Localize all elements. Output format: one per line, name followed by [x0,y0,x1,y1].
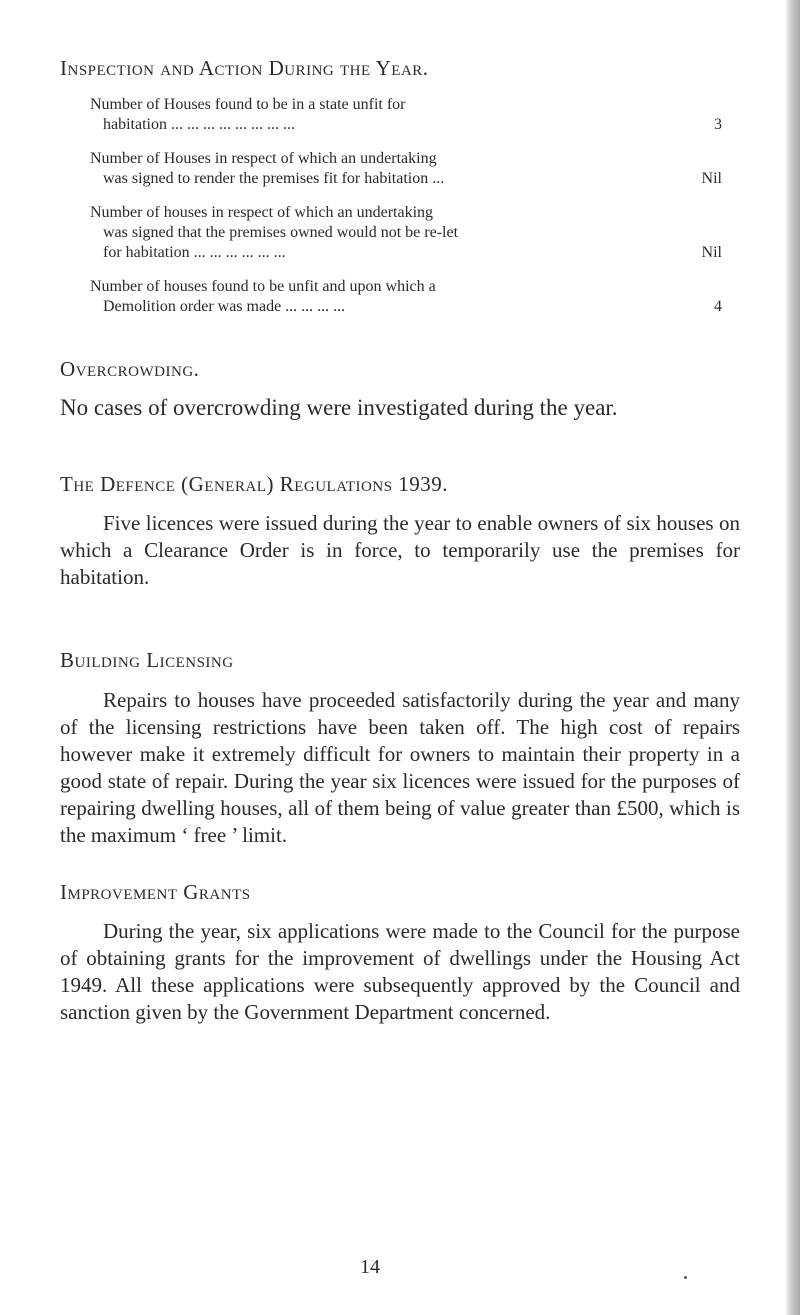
row-text-line: Number of Houses found to be in a state unfit for [90,96,406,113]
table-row [90,95,722,135]
houses-statistics-table [90,95,722,331]
paragraph-improvement-grants: During the year, six applications were made to the Council for the purpose of obtaining grants for the improvement of dwellings under the Housing Act 1949. All these applications were subsequently approved by the Council and sanction given by the Government Department concerned. [60,919,740,1024]
section-heading-building-licensing: Building Licensing [60,648,234,672]
row-text-line: Number of houses in respect of which an undertaking [90,204,434,221]
page-edge-shadow [786,0,800,1315]
row-value: Nil [701,244,722,261]
section-heading-improvement-grants: Improvement Grants [60,880,251,904]
table-row [90,203,722,263]
row-text-line: Number of houses found to be unfit and upon which a [90,278,436,295]
row-value: Nil [701,170,722,187]
row-text-line: habitation ... ... ... ... ... ... ... ... [103,116,295,133]
table-row [90,277,722,317]
section-heading-defence-regulations: The Defence (General) Regulations 1939. [60,472,449,496]
row-text-line: was signed that the premises owned would not be re-let [103,224,459,241]
paragraph-defence-regulations: Five licences were issued during the year to enable owners of six houses on which a Clearance Order is in force, to temporarily use the premises for habitation. [60,511,740,589]
row-text-line: Demolition order was made ... ... ... ... [103,298,346,315]
row-text-line: for habitation ... ... ... ... ... ... [103,244,286,261]
paragraph-building-licensing: Repairs to houses have proceeded satisfactorily during the year and many of the licensing restrictions have been taken off. The high cost of repairs however make it extremely difficult for owners to maintain their property in a good state of repair. During the year six licences were issued for the purposes of repairing dwelling houses, all of them being of value greater than £500, which is the maximum ‘ free ’ limit. [60,688,740,847]
row-text-line: was signed to render the premises fit for habitation ... [103,170,445,187]
section-heading-inspection: Inspection and Action During the Year. [60,56,429,80]
row-text-line: Number of Houses in respect of which an undertaking [90,150,437,167]
section-heading-overcrowding: Overcrowding. [60,357,200,381]
page-number: 14 [360,1256,380,1278]
row-value: 3 [714,116,722,133]
table-row [90,149,722,189]
paragraph-overcrowding: No cases of overcrowding were investigated during the year. [60,395,618,420]
print-speck [684,1276,687,1279]
row-value: 4 [714,298,722,315]
